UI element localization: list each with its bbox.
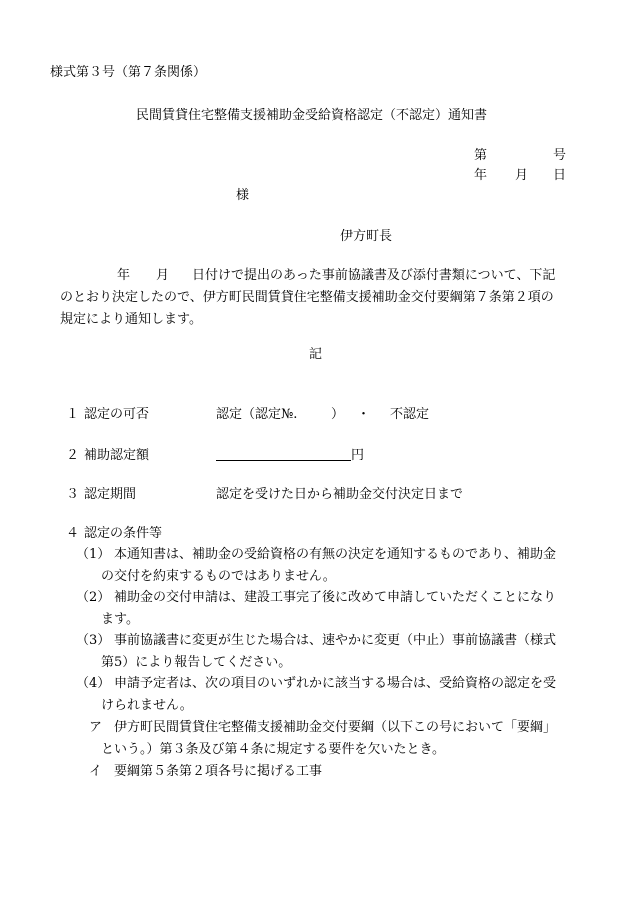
condition-1-line1: 本通知書は、補助金の受給資格の有無の決定を通知するものであり、補助金 — [114, 547, 557, 562]
doc-no-go: 号 — [553, 148, 567, 163]
item-4-number: ４ — [66, 526, 80, 541]
condition-4-line2: けられません。 — [101, 698, 193, 713]
item-2-number: ２ — [66, 448, 80, 463]
date-year: 年 — [474, 168, 488, 183]
issuer: 伊方町長 — [340, 229, 393, 244]
body-line1: 日付けで提出のあった事前協議書及び添付書類について、下記 — [192, 268, 556, 283]
item-3-number: ３ — [66, 487, 80, 502]
addressee-sama: 様 — [236, 188, 250, 203]
date-month: 月 — [515, 168, 529, 183]
condition-1-line2: の交付を約束するものではありません。 — [101, 569, 336, 584]
document-title: 民間賃貸住宅整備支援補助金受給資格認定（不認定）通知書 — [136, 108, 488, 123]
sub-item-a-line2: という。）第３条及び第４条に規定する要件を欠いたとき。 — [101, 742, 445, 757]
sub-item-a-number: ア — [89, 720, 103, 735]
item-1-value-a: 認定（認定№. — [216, 407, 298, 422]
ki-heading: 記 — [309, 347, 323, 362]
item-1-value-c: 不認定 — [390, 407, 430, 422]
amount-blank-line — [216, 446, 351, 461]
sub-item-i-number: イ — [89, 764, 103, 779]
item-1-number: １ — [66, 407, 80, 422]
sub-item-a-line1: 伊方町民間賃貸住宅整備支援補助金交付要綱（以下この号において「要綱」 — [114, 720, 557, 735]
date-day: 日 — [553, 168, 567, 183]
body-nen: 年 — [117, 268, 131, 283]
item-1-value-b: ） — [331, 407, 345, 422]
item-1-label: 認定の可否 — [84, 407, 150, 422]
condition-3-number: （3） — [76, 633, 111, 648]
item-2-label: 補助認定額 — [84, 448, 150, 463]
condition-4-line1: 申請予定者は、次の項目のいずれかに該当する場合は、受給資格の認定を受 — [114, 676, 557, 691]
amount-unit: 円 — [351, 448, 365, 463]
body-tsuki: 月 — [156, 268, 170, 283]
item-3-value: 認定を受けた日から補助金交付決定日まで — [216, 487, 464, 502]
condition-1-number: （1） — [76, 547, 111, 562]
body-line3: 規定により通知します。 — [60, 312, 202, 327]
body-line2: のとおり決定したので、伊方町民間賃貸住宅整備支援補助金交付要綱第７条第２項の — [60, 290, 554, 305]
form-number: 様式第３号（第７条関係） — [50, 65, 207, 80]
doc-no-dai: 第 — [474, 148, 488, 163]
condition-3-line1: 事前協議書に変更が生じた場合は、速やかに変更（中止）事前協議書（様式 — [114, 633, 557, 648]
condition-4-number: （4） — [76, 676, 111, 691]
item-1-dot: ・ — [357, 407, 371, 422]
condition-2-number: （2） — [76, 590, 111, 605]
item-4-label: 認定の条件等 — [84, 526, 163, 541]
condition-3-line2: 第5）により報告してください。 — [101, 655, 292, 670]
condition-2-line1: 補助金の交付申請は、建設工事完了後に改めて申請していただくことになり — [114, 590, 557, 605]
item-2-amount — [216, 446, 364, 466]
item-3-label: 認定期間 — [84, 487, 137, 502]
condition-2-line2: ます。 — [101, 612, 139, 627]
sub-item-i-line1: 要綱第５条第２項各号に掲げる工事 — [114, 764, 323, 779]
